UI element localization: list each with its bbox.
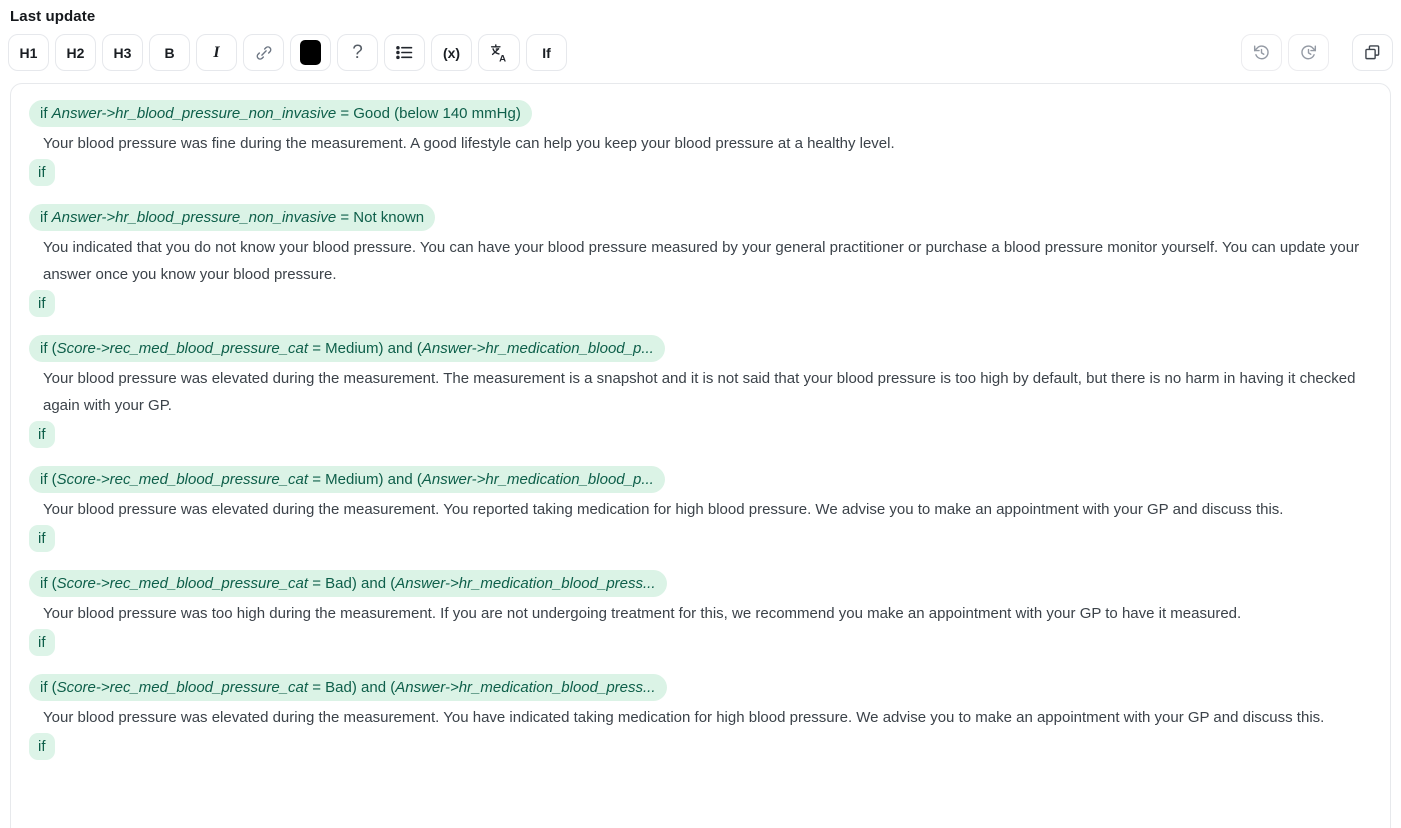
condition-text: = Medium) and (: [308, 471, 422, 488]
condition-block: [29, 570, 1372, 656]
condition-block: [29, 335, 1372, 448]
undo-icon: [1251, 42, 1272, 63]
italic-button[interactable]: [196, 34, 237, 71]
text-color-button[interactable]: [290, 34, 331, 71]
heading3-button[interactable]: [102, 34, 143, 71]
variable-button[interactable]: [431, 34, 472, 71]
heading1-button-label: H1: [19, 44, 38, 61]
toolbar-history-group: [1241, 34, 1393, 71]
duplicate-button[interactable]: [1352, 34, 1393, 71]
condition-text: = Medium) and (: [308, 340, 422, 357]
if-condition-button-label: If: [542, 44, 551, 61]
list-icon: [394, 42, 415, 63]
condition-line: [29, 100, 1372, 127]
translate-button[interactable]: [478, 34, 520, 71]
heading2-button[interactable]: [55, 34, 96, 71]
if-condition-chip[interactable]: [29, 674, 667, 701]
if-pill[interactable]: if: [29, 290, 55, 317]
condition-block: [29, 674, 1372, 760]
result-paragraph[interactable]: Your blood pressure was fine during the measurement. A good lifestyle can help you keep your blood pressure at a healthy level.: [43, 135, 895, 152]
variable-button-label: (x): [442, 44, 461, 61]
bold-button[interactable]: [149, 34, 190, 71]
svg-text:A: A: [499, 52, 507, 64]
page-title: Last update: [10, 8, 96, 25]
bold-button-label: B: [164, 44, 175, 61]
condition-text: if: [40, 209, 52, 226]
translate-icon: [488, 42, 510, 64]
if-pill[interactable]: if: [29, 629, 55, 656]
result-paragraph[interactable]: Your blood pressure was elevated during the measurement. The measurement is a snapshot and it is not said that your blood pressure is too high by default, but there is no harm in having it checked again with your GP.: [43, 370, 1356, 414]
toolbar-format-group: [8, 34, 567, 71]
condition-variable: Answer->hr_blood_pressure_non_invasive: [51, 105, 337, 122]
result-paragraph[interactable]: Your blood pressure was elevated during the measurement. You reported taking medication for high blood pressure. We advise you to make an appointment with your GP and discuss this.: [43, 501, 1284, 518]
condition-variable: Answer->hr_medication_blood_p...: [421, 471, 654, 488]
link-button[interactable]: [243, 34, 284, 71]
editor-content[interactable]: [10, 83, 1391, 828]
condition-line: [29, 335, 1372, 362]
condition-text: if (: [40, 679, 57, 696]
if-condition-chip[interactable]: [29, 466, 665, 493]
condition-text: if (: [40, 471, 57, 488]
condition-variable: Score->rec_med_blood_pressure_cat: [56, 679, 309, 696]
if-pill[interactable]: if: [29, 525, 55, 552]
result-paragraph[interactable]: You indicated that you do not know your blood pressure. You can have your blood pressure measured by your general practitioner or purchase a blood pressure monitor yourself. You can update your answer once you know your blood pressure.: [43, 239, 1360, 283]
condition-text: if (: [40, 340, 57, 357]
result-paragraph[interactable]: Your blood pressure was too high during the measurement. If you are not undergoing treatment for this, we recommend you make an appointment with your GP to have it measured.: [43, 605, 1242, 622]
if-condition-chip[interactable]: [29, 100, 532, 127]
link-icon: [254, 43, 274, 63]
if-condition-button[interactable]: [526, 34, 567, 71]
redo-button[interactable]: [1288, 34, 1329, 71]
condition-text: = Bad) and (: [308, 679, 396, 696]
color-swatch-icon: [300, 40, 321, 65]
condition-line: [29, 674, 1372, 701]
condition-variable: Score->rec_med_blood_pressure_cat: [56, 575, 309, 592]
heading2-button-label: H2: [66, 44, 85, 61]
condition-block: [29, 100, 1372, 186]
condition-variable: Answer->hr_blood_pressure_non_invasive: [51, 209, 337, 226]
if-pill[interactable]: if: [29, 421, 55, 448]
help-button[interactable]: [337, 34, 378, 71]
if-pill[interactable]: if: [29, 159, 55, 186]
condition-variable: Score->rec_med_blood_pressure_cat: [56, 340, 309, 357]
condition-text: if (: [40, 575, 57, 592]
if-condition-chip[interactable]: [29, 570, 667, 597]
condition-variable: Answer->hr_medication_blood_press...: [395, 679, 656, 696]
italic-button-label: I: [213, 43, 220, 61]
condition-variable: Answer->hr_medication_blood_press...: [395, 575, 656, 592]
bullet-list-button[interactable]: [384, 34, 425, 71]
undo-button[interactable]: [1241, 34, 1282, 71]
copy-icon: [1362, 42, 1383, 63]
condition-text: = Not known: [336, 209, 425, 226]
redo-icon: [1298, 42, 1319, 63]
condition-line: [29, 204, 1372, 231]
result-paragraph[interactable]: Your blood pressure was elevated during the measurement. You have indicated taking medication for high blood pressure. We advise you to make an appointment with your GP and discuss this.: [43, 709, 1325, 726]
condition-line: [29, 570, 1372, 597]
toolbar: [8, 34, 1393, 71]
heading1-button[interactable]: [8, 34, 49, 71]
condition-block: [29, 466, 1372, 552]
condition-variable: Score->rec_med_blood_pressure_cat: [56, 471, 309, 488]
condition-text: = Good (below 140 mmHg): [336, 105, 521, 122]
help-button-label: ?: [352, 41, 363, 63]
condition-block: [29, 204, 1372, 317]
condition-variable: Answer->hr_medication_blood_p...: [421, 340, 654, 357]
if-pill[interactable]: if: [29, 733, 55, 760]
if-condition-chip[interactable]: [29, 335, 665, 362]
condition-text: if: [40, 105, 52, 122]
condition-text: = Bad) and (: [308, 575, 396, 592]
condition-line: [29, 466, 1372, 493]
if-condition-chip[interactable]: [29, 204, 435, 231]
heading3-button-label: H3: [113, 44, 132, 61]
